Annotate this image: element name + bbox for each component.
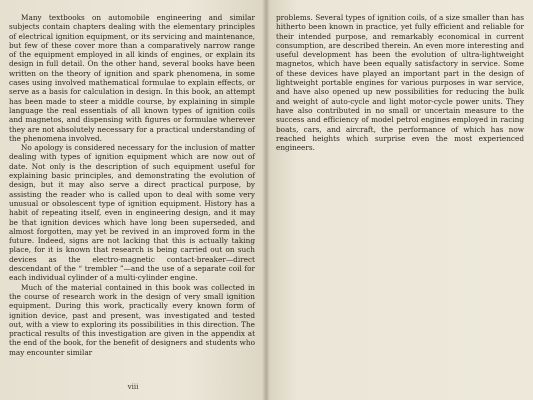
paragraph: Many textbooks on automobile engineering and similar subjects contain chapters dealing with the elementary principles of electrical ignition equipment, or its servicing and maintenance, but few of these cover more than a comparatively narrow range of the equipment employed in all kinds of engines, or explain its design in full detail. On the other hand, several books have been written on the theory of ignition and spark phenomena, in some cases using involved mathematical formulae to explain effects, or serve as a basis for calculation in design. In this book, an attempt has been made to steer a middle course, by explaining in simple language the real essentials of all known types of ignition coils and magnetos, and dispensing with figures or formulae wherever they are not absolutely necessary for a practical understanding of the phenomena involved. <box>9 13 255 143</box>
right-page <box>266 0 533 400</box>
left-page <box>0 0 266 400</box>
page-number: viii <box>127 383 139 391</box>
paragraph: No apology is considered necessary for the inclusion of matter dealing with types of ignition equipment which are now out of date. Not only is the description of such equipment useful for explaining basic principles, and demonstrating the evolution of design, but it may also serve a direct practical purpose, by assisting the reader who is called upon to deal with some very unusual or obsolescent type of ignition equipment. History has a habit of repeating itself, even in engineering design, and it may be that ignition devices which have long been superseded, and almost forgotten, may yet be revived in an improved form in the future. Indeed, signs are not lacking that this is actually taking place, for it is known that research is being carried out on such devices as the electro-magnetic contact-breaker—direct descendant of the “ trembler ”—and the use of a separate coil for each individual cylinder of a multi-cylinder engine. <box>9 143 255 283</box>
paragraph: problems. Several types of ignition coils, of a size smaller than has hitherto been known in practice, yet fully efficient and reliable for their intended purpose, and remarkably economical in current consumption, are described therein. An even more interesting and useful development has been the evolution of ultra-lightweight magnetos, which have been equally satisfactory in service. Some of these devices have played an important part in the design of lightweight portable engines for various purposes in war service, and have also opened up new possibilities for reducing the bulk and weight of auto-cycle and light motor-cycle power units. They have also contributed in no small or uncertain measure to the success and efficiency of model petrol engines employed in racing boats, cars, and aircraft, the performance of which has now reached heights which surprise even the most experienced engineers. <box>276 13 524 153</box>
left-page-text <box>9 13 255 357</box>
paragraph: Much of the material contained in this book was collected in the course of research work in the design of very small ignition equipment. During this work, practically every known form of ignition device, past and present, was investigated and tested out, with a view to exploring its possibilities in this direction. The practical results of this investigation are given in the appendix at the end of the book, for the benefit of designers and students who may encounter similar <box>9 282 255 357</box>
right-page-text <box>276 13 524 152</box>
book-gutter <box>262 0 270 400</box>
